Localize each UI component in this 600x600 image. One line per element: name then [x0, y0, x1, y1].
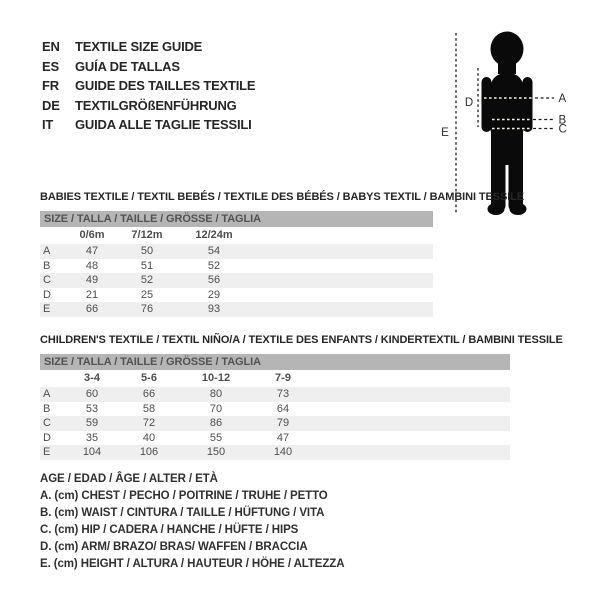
- language-row-it: [42, 115, 255, 135]
- legend-waist-line: B. (cm) WAIST / CINTURA / TAILLE / HÜFTUNG / VITA: [40, 507, 325, 519]
- filler: [314, 402, 510, 417]
- cell: 56: [207, 274, 221, 286]
- filler: [252, 273, 433, 288]
- filler: [314, 445, 510, 460]
- legend-chest-line: A. (cm) CHEST / PECHO / POITRINE / TRUHE / PETTO: [40, 490, 328, 502]
- language-code: IT: [42, 117, 54, 132]
- babies-size-table: [40, 211, 433, 317]
- cell: 25: [140, 288, 154, 301]
- cell: 47: [276, 431, 290, 444]
- column-header: 7-9: [275, 372, 291, 384]
- language-row-fr: [42, 76, 255, 96]
- table-row: [40, 431, 510, 446]
- legend-arm-line: D. (cm) ARM/ BRAZO/ BRAS/ WAFFEN / BRACCIA: [40, 541, 308, 553]
- filler: [252, 259, 433, 274]
- row-label: D: [43, 288, 51, 301]
- row-label: A: [43, 388, 51, 400]
- cell: 55: [209, 431, 223, 444]
- language-label: TEXTILGRÖßENFÜHRUNG: [75, 97, 237, 113]
- cell: 48: [85, 259, 99, 272]
- filler: [314, 387, 510, 402]
- cell: 52: [140, 274, 154, 286]
- label-a: A: [558, 93, 567, 105]
- label-d: D: [464, 97, 474, 109]
- table-row: [40, 288, 433, 303]
- measurement-legend: [40, 471, 344, 573]
- table-row: [40, 302, 433, 317]
- cell: 53: [85, 402, 99, 415]
- cell: 54: [207, 245, 221, 257]
- cell: 104: [82, 446, 102, 458]
- table-header-row: [40, 370, 510, 387]
- legend-age-line: AGE / EDAD / ÂGE / ALTER / ETÀ: [40, 473, 218, 485]
- cell: 76: [140, 303, 154, 315]
- cell: 150: [206, 446, 226, 458]
- table-row: [40, 402, 510, 417]
- language-label: TEXTILE SIZE GUIDE: [75, 39, 203, 54]
- row-label: B: [43, 402, 51, 415]
- size-bar: SIZE / TALLA / TAILLE / GRÖSSE / TAGLIA: [40, 354, 510, 370]
- table-row: [40, 273, 433, 288]
- filler: [314, 416, 510, 431]
- label-c: C: [558, 123, 567, 136]
- label-e: E: [441, 127, 449, 139]
- column-header: 12/24m: [195, 229, 233, 241]
- cell: 40: [142, 431, 156, 444]
- children-section-title: CHILDREN'S TEXTILE / TEXTIL NIÑO/A / TEXTILE DES ENFANTS / KINDERTEXTIL / BAMBINI TESSILE: [40, 334, 563, 346]
- filler: [252, 227, 433, 244]
- babies-section-title: BABIES TEXTILE / TEXTIL BEBÉS / TEXTILE DES BÉBÉS / BABYS TEXTIL / BAMBINI TESSILE: [40, 191, 525, 203]
- label-b: B: [558, 114, 567, 127]
- cell: 29: [207, 288, 221, 301]
- table-row: [40, 387, 510, 402]
- cell: 73: [276, 388, 290, 400]
- filler: [252, 302, 433, 317]
- table-row: [40, 416, 510, 431]
- table-row: [40, 259, 433, 274]
- cell: 66: [85, 303, 99, 315]
- cell: 59: [85, 417, 99, 429]
- language-row-de: [42, 96, 255, 116]
- cell: 51: [140, 259, 154, 272]
- size-bar: SIZE / TALLA / TAILLE / GRÖSSE / TAGLIA: [40, 211, 433, 227]
- cell: 49: [85, 274, 99, 286]
- filler: [314, 431, 510, 446]
- child-measurement-diagram: [435, 20, 595, 220]
- cell: 80: [209, 388, 223, 400]
- language-code: ES: [42, 58, 59, 74]
- children-size-table: [40, 354, 510, 460]
- cell: 47: [85, 245, 99, 257]
- row-label: A: [43, 245, 51, 257]
- language-list: [42, 37, 255, 135]
- header-spacer: [40, 370, 66, 387]
- row-label: C: [43, 274, 51, 286]
- cell: 70: [209, 402, 223, 415]
- cell: 60: [85, 388, 99, 400]
- legend-hip-line: C. (cm) HIP / CADERA / HANCHE / HÜFTE / HIPS: [40, 524, 299, 536]
- filler: [252, 244, 433, 259]
- cell: 72: [142, 417, 156, 429]
- cell: 50: [140, 245, 154, 257]
- table-header-row: [40, 227, 433, 244]
- row-label: E: [43, 446, 51, 458]
- cell: 93: [207, 303, 221, 315]
- column-header: 10-12: [201, 372, 231, 384]
- column-header: 7/12m: [131, 229, 163, 241]
- cell: 64: [276, 402, 290, 415]
- filler: [314, 370, 510, 387]
- row-label: D: [43, 431, 51, 444]
- child-silhouette: [482, 32, 533, 216]
- language-code: DE: [42, 97, 60, 113]
- legend-height-line: E. (cm) HEIGHT / ALTURA / HAUTEUR / HÖHE / ALTEZZA: [40, 558, 345, 570]
- cell: 140: [273, 446, 293, 458]
- cell: 106: [139, 446, 159, 458]
- cell: 52: [207, 259, 221, 272]
- cell: 21: [85, 288, 99, 301]
- cell: 66: [142, 388, 156, 400]
- language-code: FR: [42, 78, 59, 93]
- column-header: 0/6m: [79, 229, 105, 241]
- table-row: [40, 445, 510, 460]
- cell: 86: [209, 417, 223, 429]
- column-header: 5-6: [141, 372, 157, 384]
- column-header: 3-4: [84, 372, 100, 384]
- row-label: C: [43, 417, 51, 429]
- language-label: GUIDE DES TAILLES TEXTILE: [75, 78, 256, 93]
- language-row-es: [42, 57, 255, 77]
- header-spacer: [40, 227, 66, 244]
- language-row-en: [42, 37, 255, 57]
- language-label: GUÍA DE TALLAS: [75, 58, 180, 74]
- filler: [252, 288, 433, 303]
- table-row: [40, 244, 433, 259]
- cell: 35: [85, 431, 99, 444]
- row-label: B: [43, 259, 51, 272]
- language-code: EN: [42, 39, 60, 54]
- cell: 58: [142, 402, 156, 415]
- cell: 79: [276, 417, 290, 429]
- language-label: GUIDA ALLE TAGLIE TESSILI: [75, 117, 252, 132]
- row-label: E: [43, 303, 51, 315]
